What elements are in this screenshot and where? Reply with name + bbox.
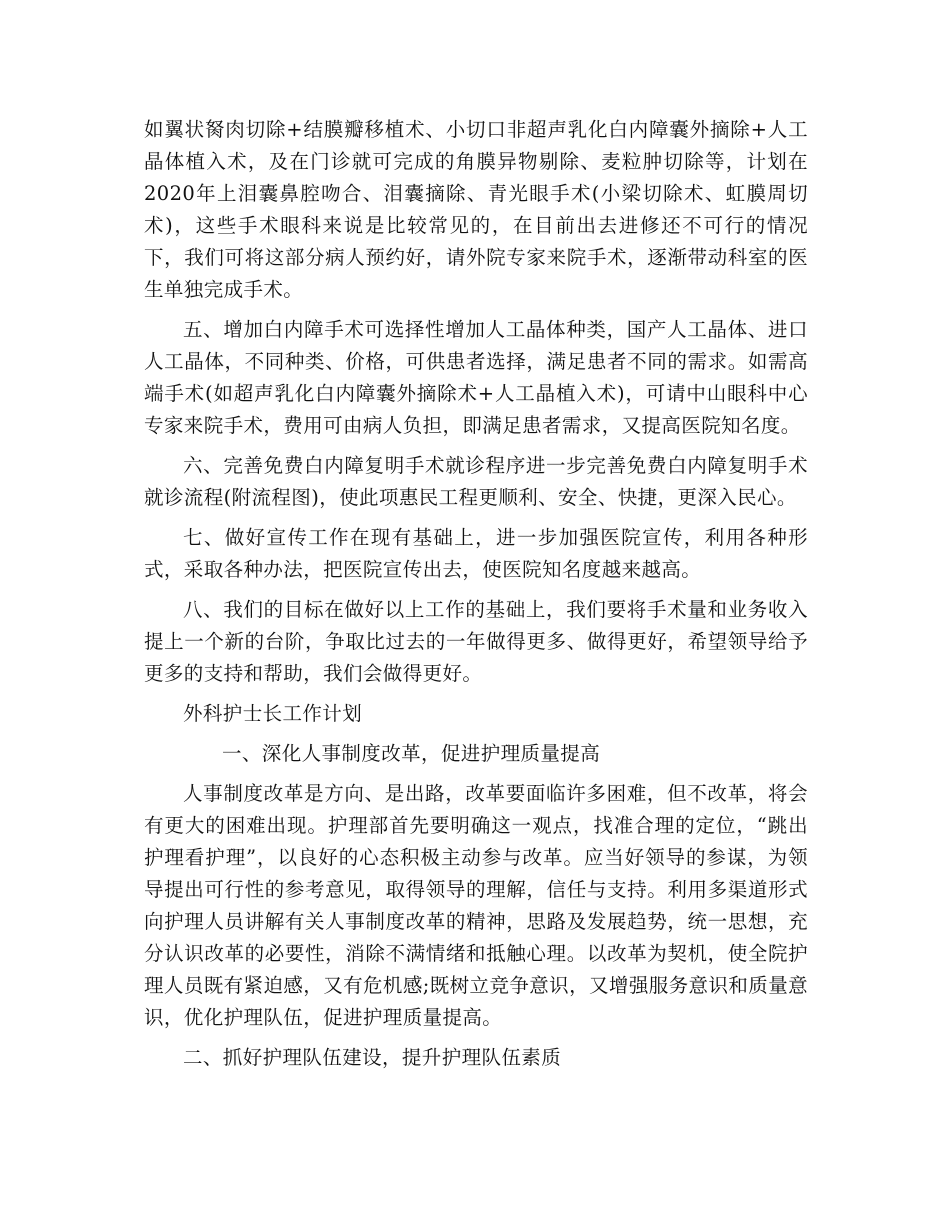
paragraph: 六、完善免费白内障复明手术就诊程序进一步完善免费白内障复明手术就诊流程(附流程图)，使此项惠民工程更顺利、安全、快捷，更深入民心。 [144,454,808,509]
paragraph: 五、增加白内障手术可选择性增加人工晶体种类，国产人工晶体、进口人工晶体，不同种类、价格，可供患者选择，满足患者不同的需求。如需高端手术(如超声乳化白内障囊外摘除术+人工晶植入术)，可请中山眼科中心专家来院手术，费用可由病人负担，即满足患者需求，又提高医院知名度。 [144,318,808,437]
section-heading: 二、抓好护理队伍建设，提升护理队伍素质 [183,1046,562,1069]
section-heading: 一、深化人事制度改革，促进护理质量提高 [222,742,601,765]
document-body [144,114,808,1082]
paragraph: 七、做好宣传工作在现有基础上，进一步加强医院宣传，利用各种形式，采取各种办法，把医院宣传出去，使医院知名度越来越高。 [144,526,808,581]
paragraph: 如翼状胬肉切除+结膜瓣移植术、小切口非超声乳化白内障囊外摘除+人工晶体植入术，及在门诊就可完成的角膜异物剔除、麦粒肿切除等，计划在2020年上泪囊鼻腔吻合、泪囊摘除、青光眼手术(小梁切除术、虹膜周切术)，这些手术眼科来说是比较常见的，在目前出去进修还不可行的情况下，我们可将这部分病人预约好，请外院专家来院手术，逐渐带动科室的医生单独完成手术。 [144,118,808,301]
paragraph: 八、我们的目标在做好以上工作的基础上，我们要将手术量和业务收入提上一个新的台阶，争取比过去的一年做得更多、做得更好，希望领导给予更多的支持和帮助，我们会做得更好。 [144,598,808,685]
paragraph: 人事制度改革是方向、是出路，改革要面临许多困难，但不改革，将会有更大的困难出现。护理部首先要明确这一观点，找准合理的定位，“跳出护理看护理”，以良好的心态积极主动参与改革。应当好领导的参谋，为领导提出可行性的参考意见，取得领导的理解，信任与支持。利用多渠道形式向护理人员讲解有关人事制度改革的精神，思路及发展趋势，统一思想，充分认识改革的必要性，消除不满情绪和抵触心理。以改革为契机，使全院护理人员既有紧迫感，又有危机感;既树立竞争意识，又增强服务意识和质量意识，优化护理队伍，促进护理质量提高。 [144,782,808,1029]
section-title: 外科护士长工作计划 [183,702,363,725]
